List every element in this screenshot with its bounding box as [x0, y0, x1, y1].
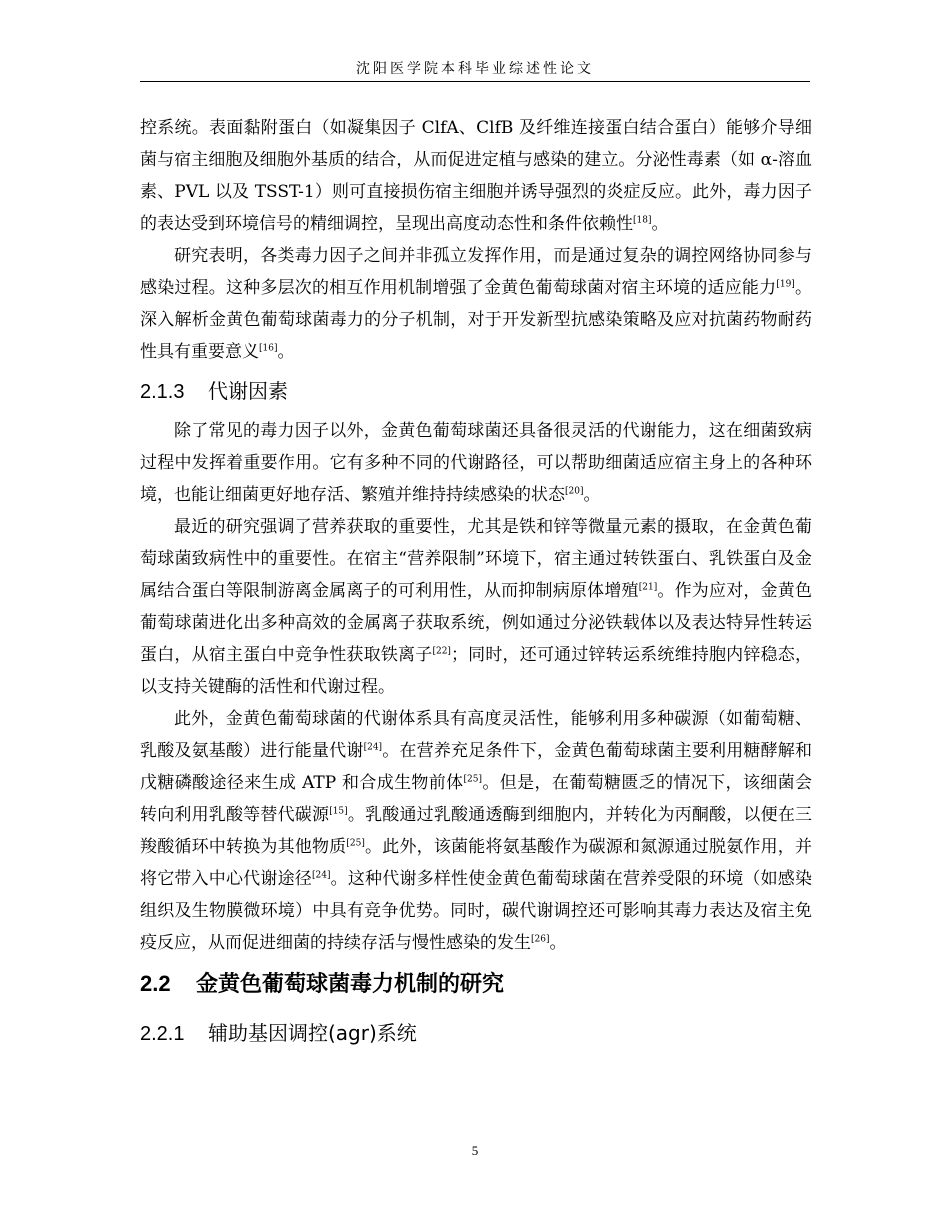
citation-ref: [24] [311, 870, 331, 881]
page-number: 5 [471, 1143, 479, 1158]
citation-ref: [24] [363, 742, 383, 753]
citation-ref: [16] [259, 343, 278, 354]
paragraph: 控系统。表面黏附蛋白（如凝集因子 ClfA、ClfB 及纤维连接蛋白结合蛋白）能够介导细菌与宿主细胞及细胞外基质的结合，从而促进定植与感染的建立。分泌性毒素（如 α-溶血素、PVL 以及 TSST-1）则可直接损伤宿主细胞并诱导强烈的炎症反应。此外，毒力因子的表达受到环境信号的精细调控，呈现出高度动态性和条件依赖性[18]。 [140, 118, 812, 234]
subsection-heading-2-2-1 [140, 1010, 812, 1057]
paragraph: 此外，金黄色葡萄球菌的代谢体系具有高度灵活性，能够利用多种碳源（如葡萄糖、乳酸及氨基酸）进行能量代谢[24]。在营养充足条件下，金黄色葡萄球菌主要利用糖酵解和戊糖磷酸途径来生成 ATP 和合成生物前体[25]。但是，在葡萄糖匮乏的情况下，该细菌会转向利用乳酸等替代碳源[15]。乳酸通过乳酸通透酶到细胞内，并转化为丙酮酸，以便在三羧酸循环中转换为其他物质[25]。此外，该菌能将氨基酸作为碳源和氮源通过脱氨作用，并将它带入中心代谢途径[24]。这种代谢多样性使金黄色葡萄球菌在营养受限的环境（如感染组织及生物膜微环境）中具有竞争优势。同时，碳代谢调控还可影响其毒力表达及宿主免疫反应，从而促进细菌的持续存活与慢性感染的发生[26]。 [140, 709, 813, 953]
subsection-heading-2-1-3 [140, 368, 812, 415]
body-text [140, 112, 812, 1057]
citation-ref: [18] [633, 215, 652, 226]
citation-ref: [25] [346, 838, 365, 849]
paragraph: 研究表明，各类毒力因子之间并非孤立发挥作用，而是通过复杂的调控网络协同参与感染过程。这种多层次的相互作用机制增强了金黄色葡萄球菌对宿主环境的适应能力[19]。深入解析金黄色葡萄球菌毒力的分子机制，对于开发新型抗感染策略及应对抗菌药物耐药性具有重要意义[16]。 [140, 246, 813, 362]
citation-ref: [21] [638, 582, 658, 593]
citation-ref: [26] [531, 934, 550, 945]
heading-title: 金黄色葡萄球菌毒力机制的研究 [196, 972, 505, 997]
citation-ref: [22] [432, 646, 451, 657]
heading-title: 代谢因素 [208, 379, 288, 403]
heading-number: 2.2 [140, 971, 171, 996]
citation-ref: [19] [776, 279, 795, 290]
running-header: 沈阳医学院本科毕业综述性论文 [140, 58, 810, 82]
heading-number: 2.2.1 [140, 1023, 185, 1045]
citation-ref: [25] [463, 774, 483, 785]
paragraph: 除了常见的毒力因子以外，金黄色葡萄球菌还具备很灵活的代谢能力，这在细菌致病过程中发挥着重要作用。它有多种不同的代谢路径，可以帮助细菌适应宿主身上的各种环境，也能让细菌更好地存活、繁殖并维持持续感染的状态[20]。 [140, 421, 812, 505]
section-heading-2-2 [140, 959, 812, 1010]
heading-title: 辅助基因调控(agr)系统 [208, 1021, 417, 1045]
heading-number: 2.1.3 [140, 381, 185, 403]
citation-ref: [15] [329, 806, 348, 817]
citation-ref: [20] [565, 486, 584, 497]
paragraph: 最近的研究强调了营养获取的重要性，尤其是铁和锌等微量元素的摄取，在金黄色葡萄球菌致病性中的重要性。在宿主“营养限制”环境下，宿主通过转铁蛋白、乳铁蛋白及金属结合蛋白等限制游离金属离子的可利用性，从而抑制病原体增殖[21]。作为应对，金黄色葡萄球菌进化出多种高效的金属离子获取系统，例如通过分泌铁载体以及表达特异性转运蛋白，从宿主蛋白中竞争性获取铁离子[22]；同时，还可通过锌转运系统维持胞内锌稳态，以支持关键酶的活性和代谢过程。 [140, 517, 812, 697]
